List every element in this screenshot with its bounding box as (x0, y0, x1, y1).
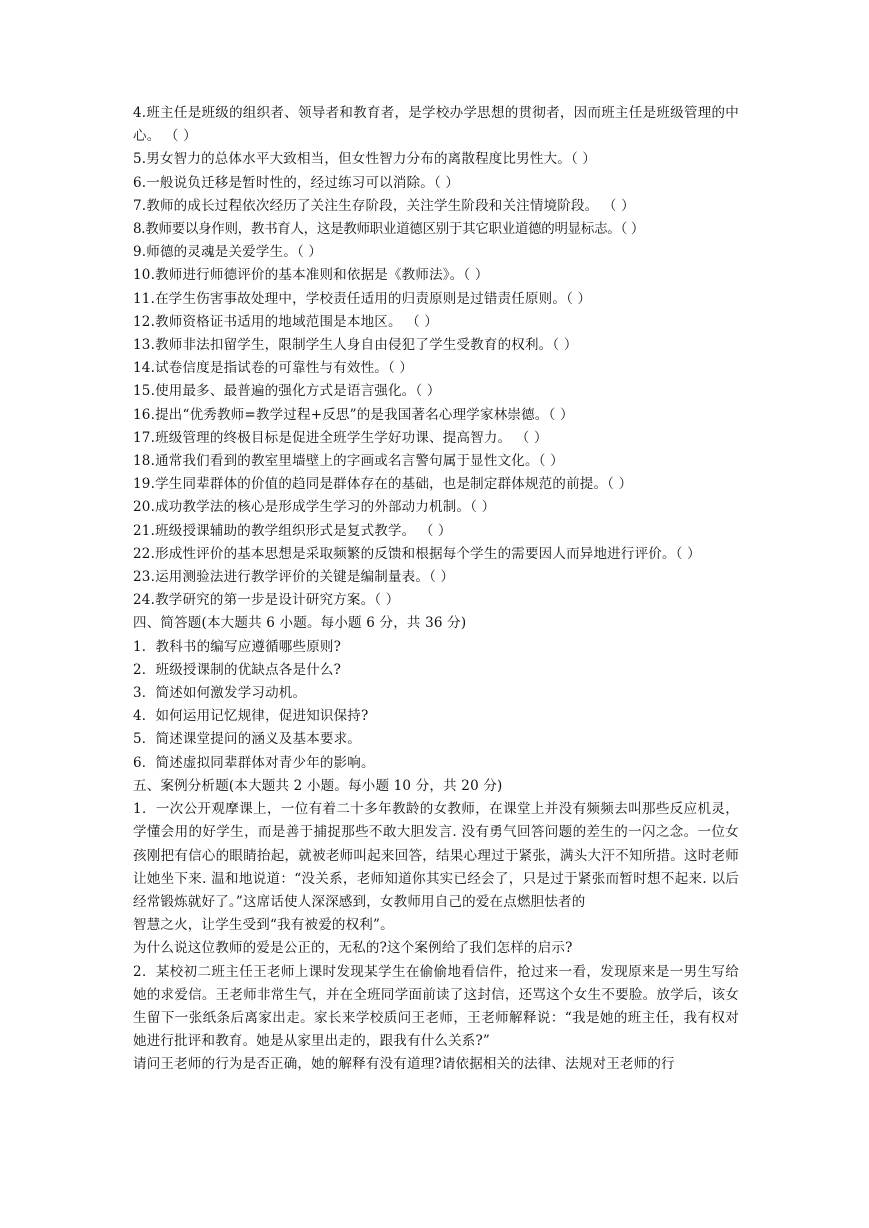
item-text: 通常我们看到的教室里墙壁上的字画或名言警句属于显性文化。（ ） (155, 453, 564, 470)
short-answer-item-6: 6．简述虚拟同辈群体对青少年的影响。 (133, 754, 375, 771)
case-2-paragraph: 2．某校初二班主任王老师上课时发现某学生在偷偷地看信件，抢过来一看，发现原来是一男生写给她的求爱信。王老师非常生气，并在全班同学面前读了这封信，还骂这个女生不要脸。放学后，该女生留下一张纸条后离家出走。家长来学校质问王老师，王老师解释说：“我是她的班主任，我有权对她进行批评和教育。她是从家里出走的，跟我有什么关系?” (133, 963, 739, 1050)
item-number: 17. (133, 429, 156, 446)
item-number: 24. (133, 592, 156, 609)
item-number: 13. (133, 337, 156, 354)
item-number: 15. (133, 383, 156, 400)
item-number: 19. (133, 476, 156, 493)
item-number: 16. (133, 406, 156, 423)
item-number: 22. (133, 545, 156, 562)
short-answer-item-3: 3．简述如何激发学习动机。 (133, 685, 307, 702)
item-text: 班主任是班级的组织者、领导者和教育者，是学校办学思想的贯彻者，因而班主任是班级管理的中心。 （ ） (133, 105, 739, 145)
item-text: 班级管理的终极目标是促进全班学生学好功课、提高智力。 （ ） (155, 429, 548, 446)
judgment-item-19 (133, 473, 739, 496)
item-text: 使用最多、最普遍的强化方式是语言强化。（ ） (155, 383, 441, 400)
item-text: 试卷信度是指试卷的可靠性与有效性。（ ） (155, 360, 414, 377)
judgment-item-5 (133, 148, 739, 171)
judgment-item-6 (133, 172, 739, 195)
item-text: 教师要以身作则，教书育人，这是教师职业道德区别于其它职业道德的明显标志。（ ） (145, 221, 645, 238)
item-text: 教学研究的第一步是设计研究方案。（ ） (155, 592, 400, 609)
short-answer-item-4: 4．如何运用记忆规律，促进知识保持? (133, 708, 369, 725)
case-1-question: 为什么说这位教师的爱是公正的，无私的?这个案例给了我们怎样的启示? (133, 940, 573, 957)
item-number: 7. (133, 197, 147, 214)
item-text: 教师的成长过程依次经历了关注生存阶段，关注学生阶段和关注情境阶段。 （ ） (146, 197, 635, 214)
item-text: 师德的灵魂是关爱学生。（ ） (146, 244, 323, 261)
item-number: 8. (133, 221, 146, 238)
judgment-item-22 (133, 543, 739, 566)
judgment-item-14 (133, 357, 739, 380)
judgment-item-21 (133, 520, 739, 543)
item-number: 12. (133, 313, 156, 330)
judgment-item-16 (133, 404, 739, 427)
case-1-continuation: 智慧之火，让学生受到“我有被爱的权利”。 (133, 917, 394, 934)
judgment-item-7 (133, 195, 739, 218)
judgment-item-23 (133, 566, 739, 589)
item-text: 教师非法扣留学生，限制学生人身自由侵犯了学生受教育的权利。（ ） (155, 337, 578, 354)
item-number: 4. (133, 105, 147, 121)
item-text: 在学生伤害事故处理中，学校责任适用的归责原则是过错责任原则。（ ） (155, 290, 592, 307)
case-1-paragraph: 1．一次公开观摩课上，一位有着二十多年教龄的女教师，在课堂上并没有频频去叫那些反应机灵，学懂会用的好学生，而是善于捕捉那些不敢大胆发言. 没有勇气回答问题的差生的一闪之念。一位女孩刚把有信心的眼睛抬起，就被老师叫起来回答，结果心理过于紧张，满头大汗不知所措。这时老师让她坐下来. 温和地说道：“没关系，老师知道你其实已经会了，只是过于紧张而暂时想不起来. 以后经常锻炼就好了。”这席话使人深深感到，女教师用自己的爱在点燃胆怯者的 (133, 801, 739, 910)
judgment-item-18 (133, 450, 739, 473)
judgment-item-11 (133, 288, 739, 311)
judgment-item-10 (133, 264, 739, 287)
short-answer-item-5: 5．简述课堂提问的涵义及基本要求。 (133, 731, 361, 748)
item-text: 运用测验法进行教学评价的关键是编制量表。（ ） (155, 569, 455, 586)
judgment-item-24 (133, 589, 739, 612)
judgment-item-15 (133, 380, 739, 403)
judgment-item-4 (133, 102, 739, 148)
item-number: 14. (133, 360, 156, 377)
judgment-item-20 (133, 496, 739, 519)
item-text: 男女智力的总体水平大致相当，但女性智力分布的离散程度比男性大。（ ） (146, 151, 597, 168)
item-number: 23. (133, 569, 156, 586)
judgment-item-8 (133, 218, 739, 241)
item-number: 21. (133, 522, 156, 539)
judgment-item-12 (133, 311, 739, 334)
short-answer-item-1: 1．教科书的编写应遵循哪些原则? (133, 638, 342, 655)
judgment-item-13 (133, 334, 739, 357)
section-four-heading: 四、简答题(本大题共 6 小题。每小题 6 分，共 36 分) (133, 615, 467, 632)
item-number: 9. (133, 244, 147, 261)
item-text: 一般说负迁移是暂时性的，经过练习可以消除。（ ） (146, 174, 460, 191)
item-number: 20. (133, 499, 156, 516)
item-number: 5. (133, 151, 147, 168)
case-2-question: 请问王老师的行为是否正确，她的解释有没有道理?请依据相关的法律、法规对王老师的行 (133, 1056, 675, 1073)
item-number: 11. (133, 290, 156, 307)
item-text: 成功教学法的核心是形成学生学习的外部动力机制。（ ） (155, 499, 496, 516)
item-text: 形成性评价的基本思想是采取频繁的反馈和根据每个学生的需要因人而异地进行评价。（ ） (155, 545, 701, 562)
document-body (133, 102, 739, 1077)
short-answer-item-2: 2．班级授课制的优缺点各是什么? (133, 661, 342, 678)
item-number: 18. (133, 453, 156, 470)
item-text: 班级授课辅助的教学组织形式是复式教学。 （ ） (155, 522, 452, 539)
section-five-heading: 五、案例分析题(本大题共 2 小题。每小题 10 分，共 20 分) (133, 777, 503, 794)
judgment-item-9 (133, 241, 739, 264)
item-text: 提出“优秀教师=教学过程+反思”的是我国著名心理学家林崇德。（ ） (155, 406, 574, 423)
item-number: 6. (133, 174, 147, 191)
item-text: 教师进行师德评价的基本准则和依据是《教师法》。（ ） (155, 267, 489, 284)
item-number: 10. (133, 267, 156, 284)
item-text: 学生同辈群体的价值的趋同是群体存在的基础，也是制定群体规范的前提。（ ） (155, 476, 633, 493)
item-text: 教师资格证书适用的地域范围是本地区。 （ ） (155, 313, 439, 330)
judgment-item-17 (133, 427, 739, 450)
